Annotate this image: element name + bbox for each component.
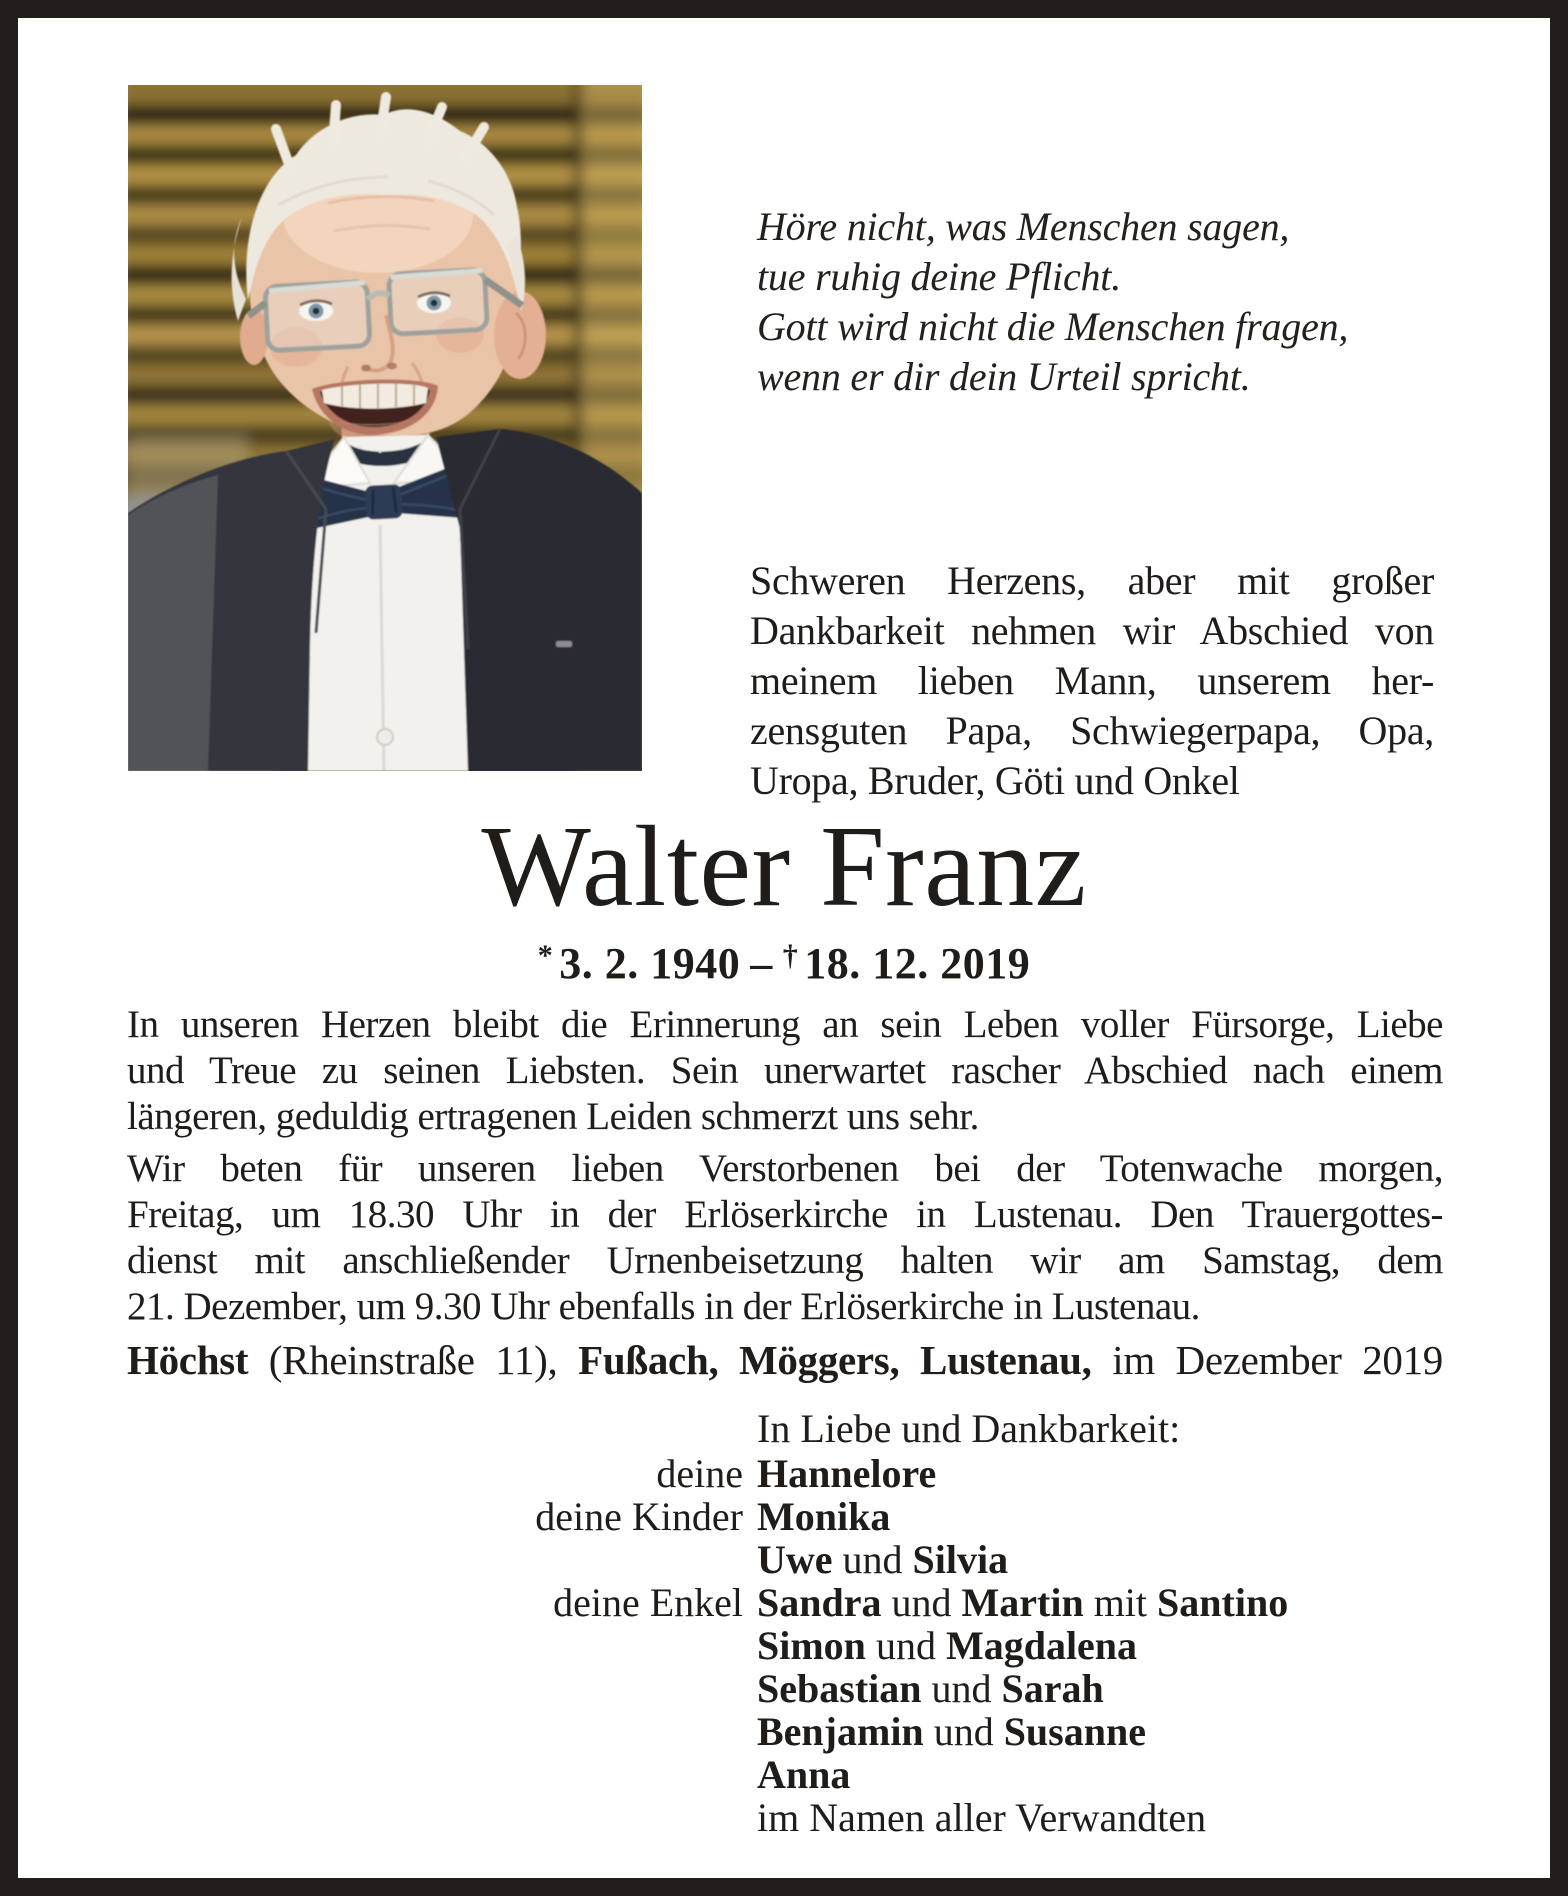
service-line: Wir beten für unseren lieben Verstorbenen bei der Totenwache morgen,	[127, 1147, 1443, 1190]
connector-text: im Namen aller Verwandten	[757, 1795, 1207, 1840]
mourner-names	[757, 1667, 1443, 1710]
mourner-row	[127, 1710, 1443, 1753]
connector-text: und	[832, 1537, 913, 1582]
mourner-row	[127, 1538, 1443, 1581]
mourner-relation-label	[127, 1667, 757, 1710]
mourner-name: Anna	[757, 1752, 851, 1797]
connector-text: mit	[1083, 1580, 1158, 1625]
quote-line: wenn er dir dein Urteil spricht.	[757, 354, 1251, 399]
mourner-name: Sarah	[1001, 1666, 1104, 1711]
mourner-row	[127, 1495, 1443, 1538]
portrait-photo	[128, 85, 642, 771]
mourner-names	[757, 1796, 1443, 1839]
farewell-line: Uropa, Bruder, Göti und Onkel	[750, 758, 1240, 803]
dates-separator: –	[750, 939, 773, 988]
mourner-row	[127, 1624, 1443, 1667]
death-cross-symbol: †	[782, 939, 799, 972]
mourner-name: Uwe	[757, 1537, 833, 1582]
place-name: Höchst	[127, 1337, 249, 1383]
service-line: 21. Dezember, um 9.30 Uhr ebenfalls in der Erlöserkirche in Lustenau.	[127, 1285, 1200, 1328]
places-date-line	[127, 1336, 1443, 1384]
memory-paragraph	[127, 1002, 1443, 1140]
birth-date: 3. 2. 1940	[559, 939, 741, 988]
mourner-names	[757, 1624, 1443, 1667]
memory-line: In unseren Herzen bleibt die Erinnerung an sein Leben voller Fürsorge, Liebe	[127, 1003, 1443, 1046]
mourner-names	[757, 1710, 1443, 1753]
mourner-name: Simon	[757, 1623, 866, 1668]
mourner-name: Susanne	[1003, 1709, 1146, 1754]
service-line: dienst mit anschließender Urnenbeisetzung halten wir am Samstag, dem	[127, 1239, 1443, 1282]
farewell-line: meinem lieben Mann, unserem her-	[750, 658, 1434, 703]
service-paragraph	[127, 1146, 1443, 1330]
mourner-row	[127, 1452, 1443, 1495]
birth-star-symbol: *	[537, 939, 554, 972]
mourner-name: Silvia	[912, 1537, 1009, 1582]
mourner-relation-label	[127, 1624, 757, 1667]
mourner-name: Santino	[1157, 1580, 1289, 1625]
mourner-relation-label: deine	[656, 1451, 743, 1496]
quote-line: Gott wird nicht die Menschen fragen,	[757, 304, 1349, 349]
memory-line: längeren, geduldig ertragenen Leiden schmerzt uns sehr.	[127, 1095, 979, 1138]
death-date: 18. 12. 2019	[804, 939, 1031, 988]
mourner-name: Magdalena	[945, 1623, 1138, 1668]
service-line: Freitag, um 18.30 Uhr in der Erlöserkirche in Lustenau. Den Trauergottes-	[127, 1193, 1443, 1236]
place-text: (Rheinstraße 11),	[248, 1337, 579, 1383]
mourner-name: Martin	[961, 1580, 1084, 1625]
farewell-line: Dankbarkeit nehmen wir Abschied von	[750, 608, 1434, 653]
memorial-quote	[757, 202, 1447, 402]
mourner-names	[757, 1581, 1443, 1624]
mourner-row	[127, 1753, 1443, 1796]
mourner-relation-label	[127, 1538, 757, 1581]
mourners-list	[127, 1452, 1443, 1839]
farewell-line: zensguten Papa, Schwiegerpapa, Opa,	[750, 708, 1434, 753]
mourner-relation-label	[127, 1753, 757, 1796]
mourner-names	[757, 1538, 1443, 1581]
mourner-name: Sebastian	[757, 1666, 922, 1711]
quote-line: tue ruhig deine Pflicht.	[757, 254, 1122, 299]
connector-text: und	[881, 1580, 962, 1625]
mourner-names	[757, 1452, 1443, 1495]
deceased-name: Walter Franz	[481, 803, 1087, 931]
quote-line: Höre nicht, was Menschen sagen,	[757, 204, 1290, 249]
place-text: im Dezember 2019	[1091, 1337, 1443, 1383]
mourner-relation-label: deine Enkel	[553, 1580, 743, 1625]
connector-text: und	[865, 1623, 946, 1668]
closing-line: In Liebe und Dankbarkeit:	[757, 1406, 1181, 1451]
mourner-relation-label: deine Kinder	[535, 1494, 743, 1539]
portrait-illustration	[128, 85, 642, 771]
mourner-name: Monika	[757, 1494, 891, 1539]
farewell-paragraph	[750, 556, 1434, 806]
mourner-name: Sandra	[757, 1580, 882, 1625]
mourner-relation-label	[127, 1796, 757, 1839]
farewell-line: Schweren Herzens, aber mit großer	[750, 558, 1434, 603]
mourner-row	[127, 1667, 1443, 1710]
mourner-name: Benjamin	[757, 1709, 924, 1754]
mourner-names	[757, 1753, 1443, 1796]
place-name: Fußach, Möggers, Lustenau,	[578, 1337, 1092, 1383]
mourner-names	[757, 1495, 1443, 1538]
memory-line: und Treue zu seinen Liebsten. Sein unerwartet rascher Abschied nach einem	[127, 1049, 1443, 1092]
connector-text: und	[923, 1709, 1004, 1754]
mourner-row	[127, 1796, 1443, 1839]
connector-text: und	[921, 1666, 1002, 1711]
mourner-row	[127, 1581, 1443, 1624]
life-dates	[0, 938, 1568, 989]
mourner-relation-label	[127, 1710, 757, 1753]
mourner-name: Hannelore	[757, 1451, 937, 1496]
